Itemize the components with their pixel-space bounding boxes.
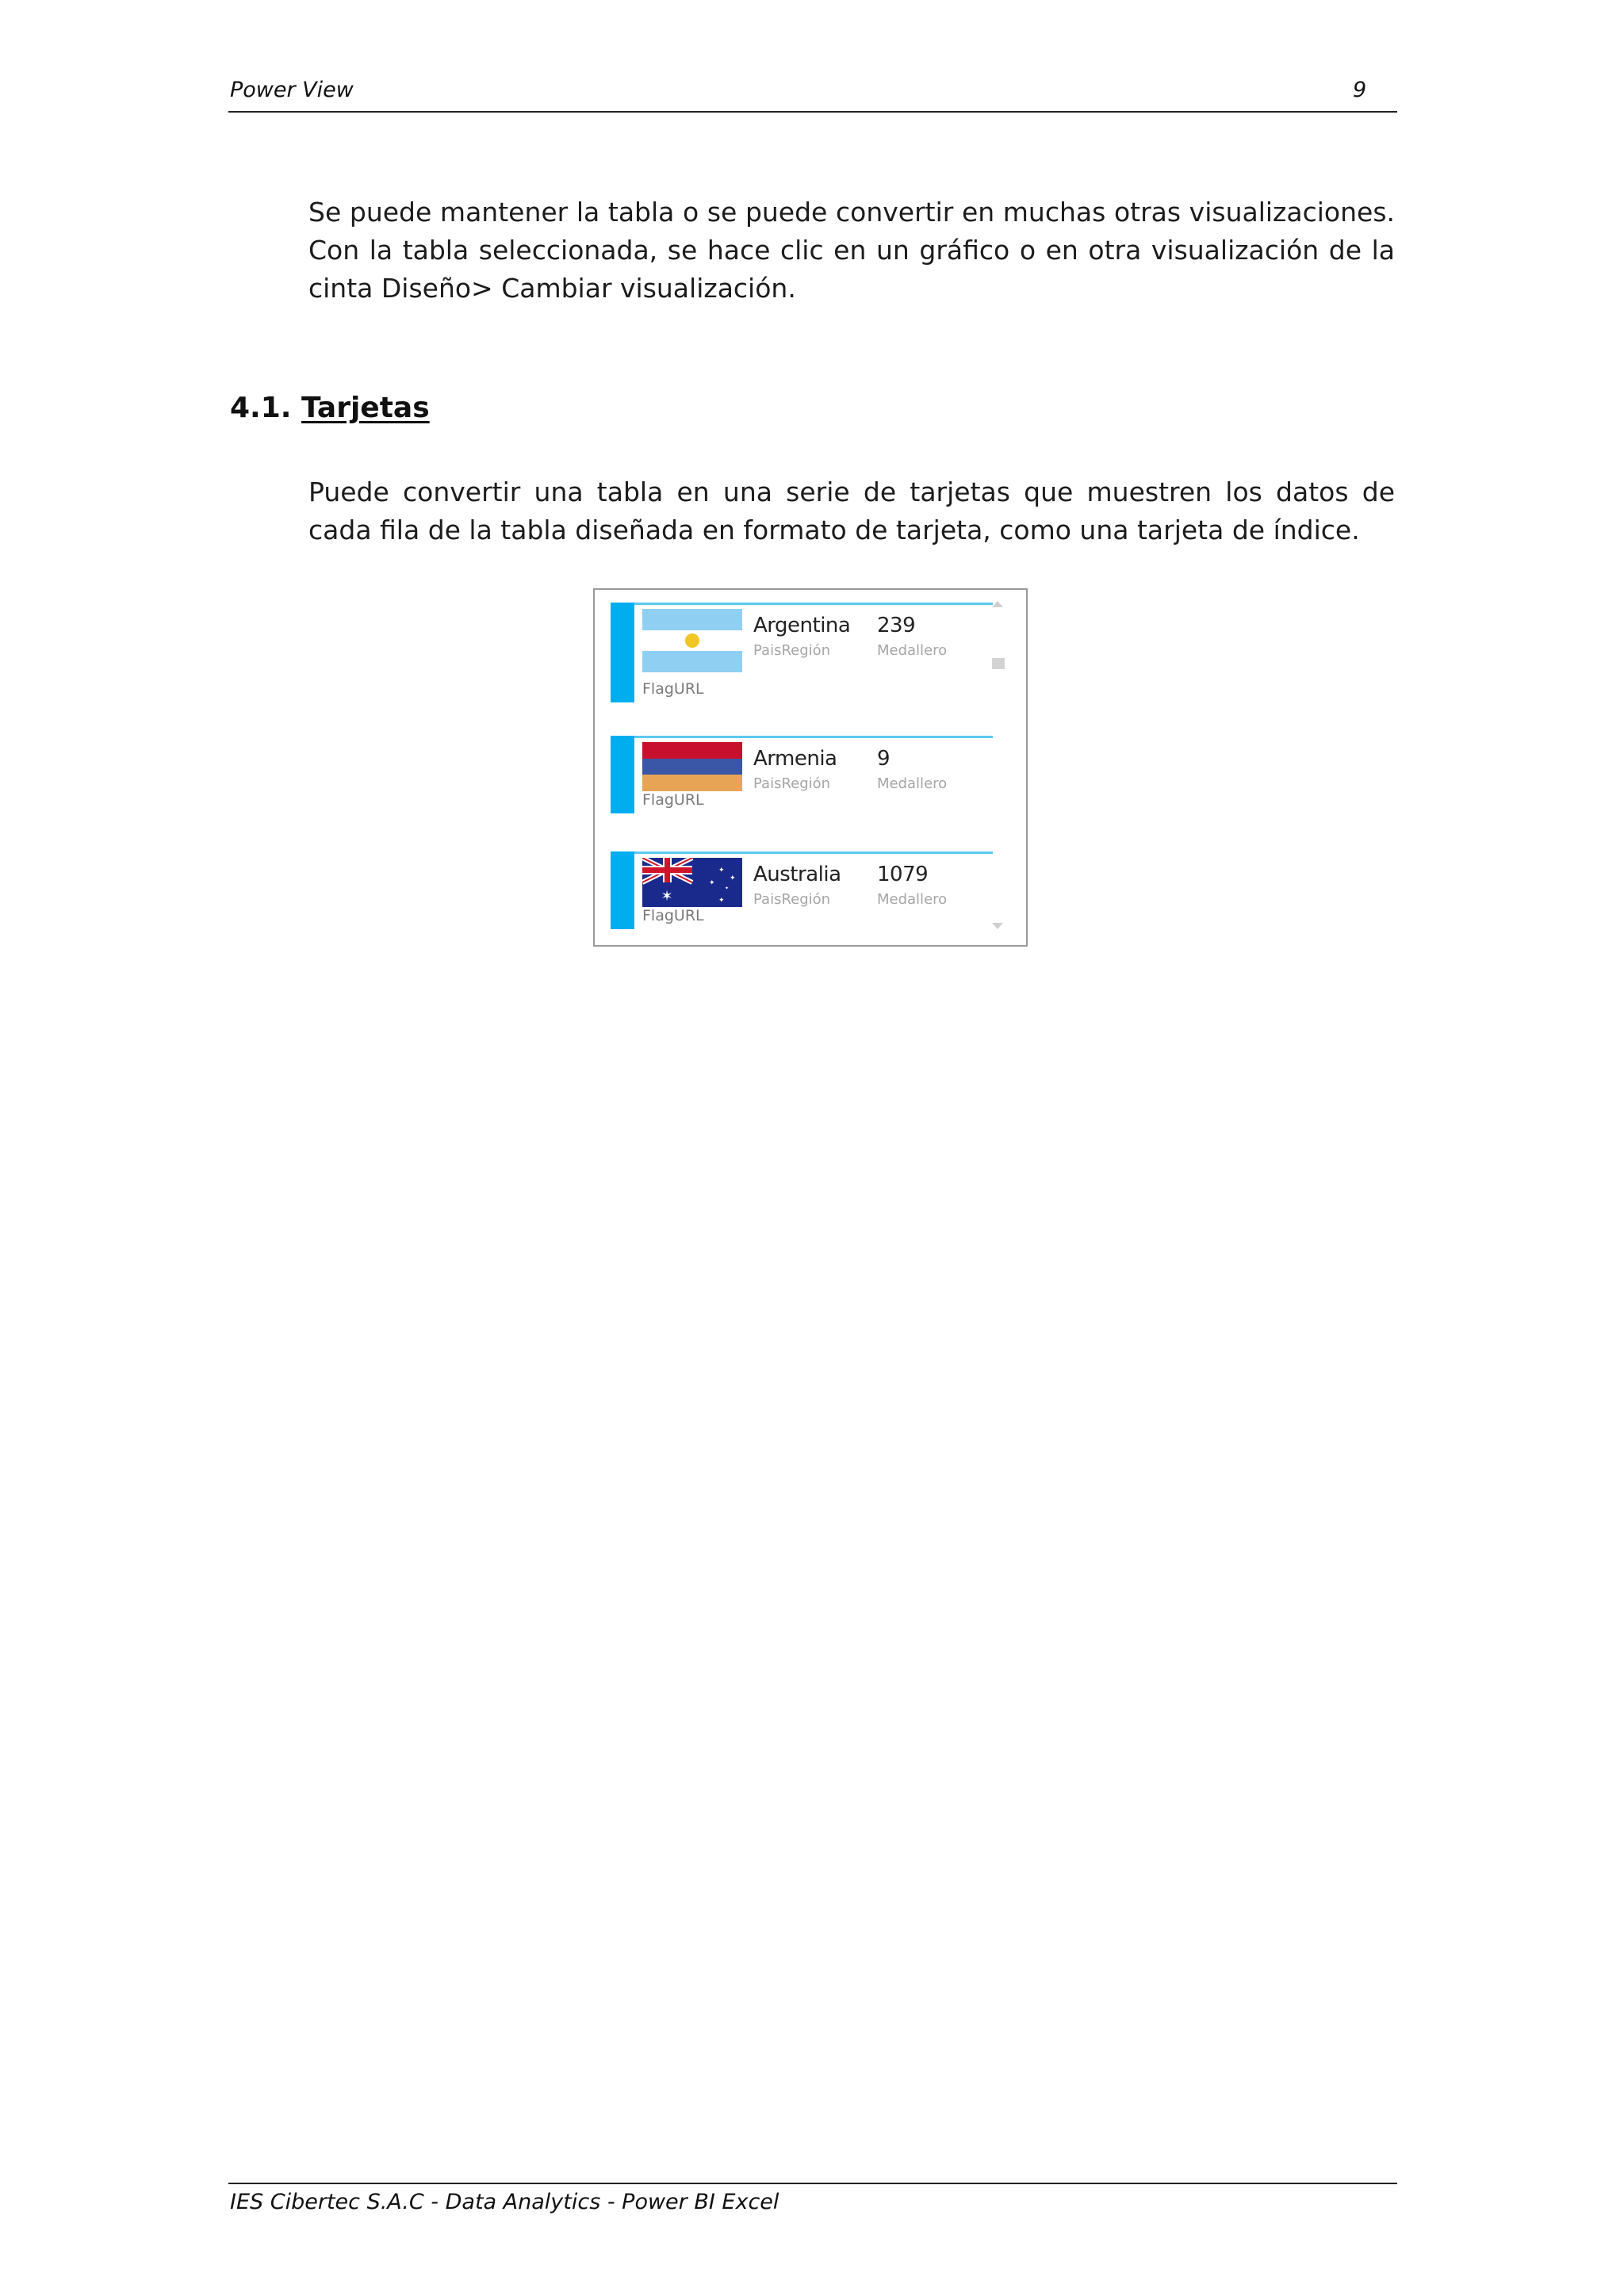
medal-value: 9 <box>877 747 891 771</box>
footer-text: IES Cibertec S.A.C - Data Analytics - Power BI Excel <box>230 2190 779 2214</box>
medal-field-label: Medallero <box>877 642 948 659</box>
country-name: Armenia <box>753 747 837 771</box>
cards-visualization[interactable] <box>593 588 1028 947</box>
flag-field-label: FlagURL <box>642 791 704 809</box>
intro-paragraph: Se puede mantener la tabla o se puede convertir en muchas otras visualizaciones. Con la tabla seleccionada, se hace clic en un gráfico o en otra visualización de la cinta Diseño> Cambiar visualización. <box>308 197 1395 304</box>
svg-text:✦: ✦ <box>718 867 725 874</box>
svg-text:✶: ✶ <box>661 888 673 905</box>
footer-divider <box>228 2183 1397 2184</box>
medal-field-label: Medallero <box>877 775 948 792</box>
armenia-flag-icon <box>642 742 742 791</box>
cards-paragraph: Puede convertir una tabla en una serie de tarjetas que muestren los datos de cada fila de la tabla diseñada en formato de tarjeta, como una tarjeta de índice. <box>308 476 1395 545</box>
section-heading <box>230 392 430 424</box>
medal-value: 1079 <box>877 863 929 886</box>
header-divider <box>228 111 1397 113</box>
svg-text:✦: ✦ <box>725 886 730 891</box>
country-name: Argentina <box>753 614 851 637</box>
card-top-line <box>634 851 993 854</box>
card-top-line <box>634 603 993 605</box>
page-number: 9 <box>1353 78 1367 102</box>
card-accent-bar <box>611 603 634 702</box>
country-name: Australia <box>753 863 841 886</box>
argentina-flag-icon <box>642 609 742 672</box>
section-number: 4.1. <box>230 392 292 424</box>
country-field-label: PaisRegión <box>753 642 831 659</box>
svg-text:✦: ✦ <box>709 879 715 887</box>
card-accent-bar <box>611 851 634 929</box>
country-field-label: PaisRegión <box>753 891 831 908</box>
medal-field-label: Medallero <box>877 891 948 908</box>
flag-field-label: FlagURL <box>642 680 704 698</box>
section-title: Tarjetas <box>301 392 430 424</box>
card-armenia[interactable] <box>611 736 993 813</box>
svg-text:✦: ✦ <box>730 874 736 882</box>
card-accent-bar <box>611 736 634 813</box>
header-title: Power View <box>230 78 354 102</box>
scrollbar-thumb[interactable] <box>992 658 1005 669</box>
scroll-down-arrow-icon[interactable] <box>992 923 1003 929</box>
australia-flag-icon <box>642 858 742 907</box>
scroll-up-arrow-icon[interactable] <box>992 601 1003 607</box>
country-field-label: PaisRegión <box>753 775 831 792</box>
flag-field-label: FlagURL <box>642 907 704 924</box>
card-australia[interactable] <box>611 851 993 929</box>
card-top-line <box>634 736 993 738</box>
card-argentina[interactable] <box>611 603 993 702</box>
svg-text:✦: ✦ <box>718 897 725 905</box>
medal-value: 239 <box>877 614 916 637</box>
